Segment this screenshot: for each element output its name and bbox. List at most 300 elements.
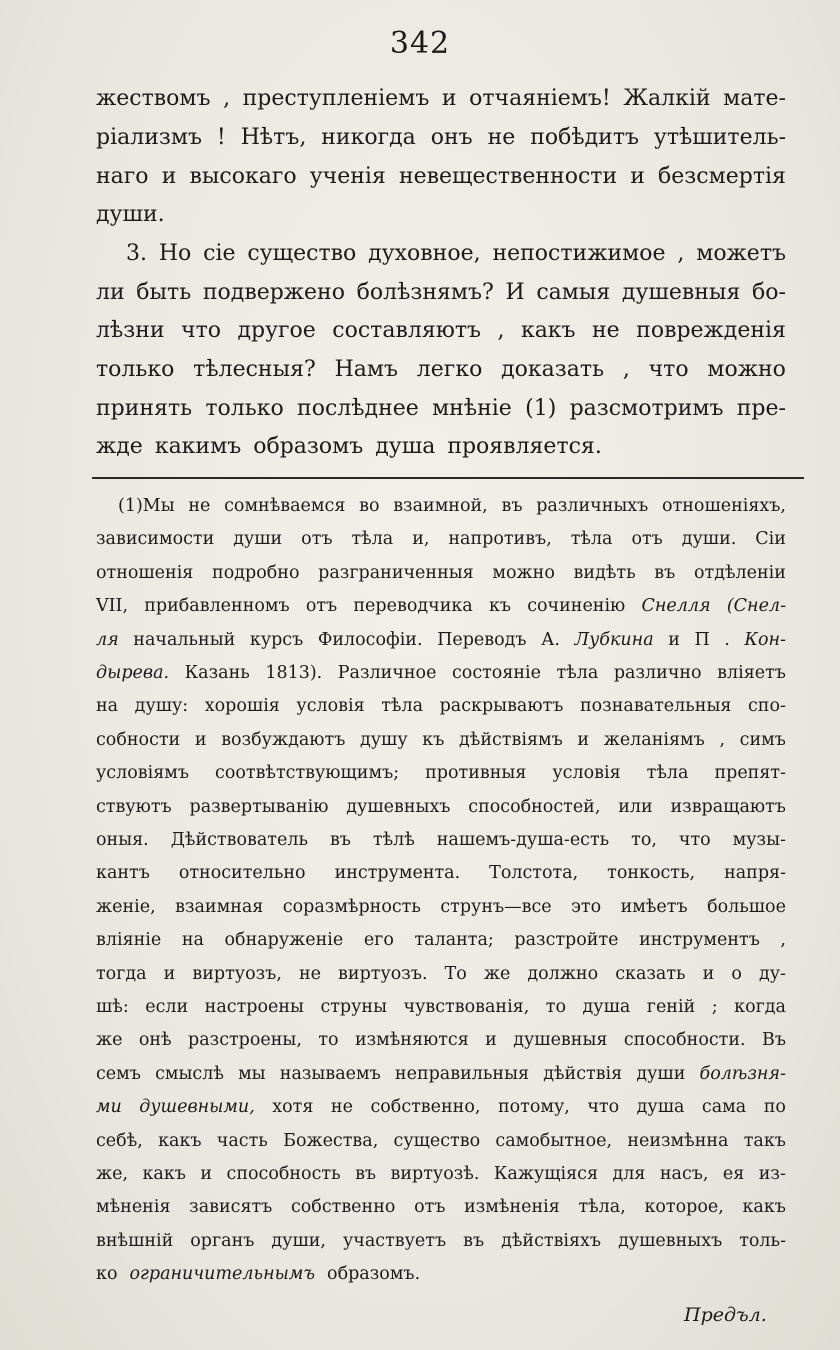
- word: душевныя: [621, 280, 741, 305]
- word: душевныхъ: [618, 1230, 723, 1251]
- word: и,: [412, 529, 430, 550]
- word: ля: [96, 629, 119, 650]
- word: непостижимое: [492, 241, 666, 266]
- word: самобытное,: [495, 1130, 613, 1151]
- word: называемъ: [279, 1063, 381, 1084]
- word: зависимости: [96, 529, 215, 550]
- word: дѣйствія: [543, 1063, 623, 1084]
- word: то,: [631, 830, 657, 850]
- word: душу: [359, 729, 408, 750]
- word: душевныхъ: [346, 796, 451, 817]
- footnote-line: [96, 930, 786, 950]
- footnote-line: [96, 1231, 786, 1251]
- word: въ: [654, 562, 676, 583]
- word: утѣшитель-: [653, 125, 786, 150]
- word: Въ: [762, 1030, 786, 1051]
- word: на: [181, 930, 204, 951]
- word: инструментъ: [639, 930, 760, 951]
- word: тѣлѣ: [372, 830, 415, 850]
- word: препят-: [714, 763, 786, 784]
- word: насъ,: [659, 1164, 709, 1184]
- word: и: [163, 963, 176, 984]
- text-line: [96, 86, 786, 111]
- word: преступленіемъ: [242, 86, 430, 111]
- word: струнъ—все: [440, 896, 552, 917]
- word: подвержено: [202, 280, 345, 305]
- word: ,: [223, 86, 231, 111]
- footnote-line: [96, 730, 786, 750]
- word: инструмента.: [334, 863, 461, 884]
- word: !: [216, 125, 226, 150]
- word: кантъ: [96, 863, 150, 884]
- word: оныя.: [96, 830, 149, 850]
- word: что: [587, 1097, 620, 1118]
- word: ствуютъ: [96, 796, 172, 817]
- word: разстроены,: [188, 1030, 302, 1051]
- word: (1)Мы: [118, 496, 175, 516]
- text-line: [96, 357, 786, 382]
- footnote-line: [96, 696, 786, 716]
- word: обнаруженіе: [224, 930, 344, 951]
- page-number: 342: [389, 26, 451, 61]
- word: тѣла: [570, 529, 613, 550]
- word: Божества,: [283, 1130, 379, 1151]
- text-line: [96, 125, 786, 150]
- word: сказать: [615, 963, 686, 984]
- footnote-line: [96, 997, 786, 1017]
- word: П: [694, 629, 710, 650]
- word: душа: [375, 434, 436, 459]
- word: такъ: [743, 1130, 786, 1151]
- word: взаимной,: [393, 496, 488, 516]
- word: отъ: [414, 1197, 446, 1218]
- word: извращаютъ: [670, 796, 786, 817]
- word: А.: [541, 629, 560, 650]
- word: виртуозъ.: [338, 963, 428, 984]
- word: ,: [622, 357, 630, 382]
- word: соразмѣрность: [282, 896, 421, 917]
- word: семъ: [96, 1063, 141, 1084]
- word: только: [96, 357, 175, 382]
- word: дѣйствіямъ: [459, 729, 563, 750]
- word: шѣ:: [96, 997, 129, 1017]
- word: невещественности: [398, 164, 618, 189]
- word: взаимная: [175, 896, 264, 917]
- footnote-line: [96, 863, 786, 883]
- word: зависятъ: [189, 1197, 273, 1218]
- word: что: [181, 318, 221, 343]
- word: способность: [226, 1164, 341, 1184]
- word: Переводъ: [437, 629, 527, 650]
- word: болѣзня-: [699, 1063, 786, 1084]
- word: онѣ: [138, 1030, 172, 1051]
- word: же,: [96, 1164, 129, 1184]
- footnote-line: [96, 1097, 786, 1117]
- word: образомъ: [253, 434, 364, 459]
- word: ,: [780, 930, 786, 951]
- word: души.: [681, 529, 737, 550]
- word: и: [630, 164, 645, 189]
- word: мате-: [723, 86, 786, 111]
- word: дѣйствіяхъ: [501, 1230, 602, 1251]
- word: и: [668, 629, 680, 650]
- word: высокаго: [189, 164, 297, 189]
- word: Кон-: [744, 629, 786, 650]
- word: отношенія: [96, 562, 194, 583]
- word: неизмѣнна: [627, 1130, 729, 1151]
- word: женіе,: [96, 896, 156, 917]
- word: участвуетъ: [342, 1230, 447, 1251]
- word: дырева.: [96, 663, 170, 683]
- word: курсъ: [249, 629, 304, 650]
- word: способностей,: [468, 796, 601, 817]
- word: то: [545, 997, 566, 1017]
- word: то: [318, 1030, 339, 1051]
- word: доказать: [501, 357, 605, 382]
- word: принять: [96, 396, 193, 421]
- word: легко: [416, 357, 483, 382]
- word: и: [702, 963, 715, 984]
- footnote-line: [96, 763, 786, 783]
- word: же: [96, 1030, 123, 1051]
- word: часть: [216, 1130, 268, 1151]
- word: из-: [758, 1164, 786, 1184]
- word: къ: [422, 729, 445, 750]
- word: же: [483, 963, 511, 984]
- footnote-line: [96, 830, 786, 850]
- word: души: [233, 529, 283, 550]
- footnote-line: [96, 529, 786, 549]
- word: измѣненія: [464, 1197, 560, 1218]
- word: какъ: [742, 1197, 786, 1218]
- word: болѣзнямъ?: [356, 280, 494, 305]
- word: Сіи: [755, 529, 786, 550]
- word: условіямъ: [96, 763, 189, 784]
- word: измѣняются: [354, 1030, 469, 1051]
- footnote-line: [96, 1131, 786, 1151]
- word: геній: [646, 997, 696, 1017]
- word: познавательныя: [579, 696, 732, 717]
- word: пре-: [736, 396, 786, 421]
- word: способности.: [623, 1030, 746, 1051]
- word: сомнѣваемся: [224, 496, 346, 516]
- word: душевными,: [139, 1097, 255, 1118]
- word: ми: [96, 1097, 122, 1118]
- word: Кажущіяся: [493, 1164, 598, 1184]
- word: души,: [271, 1230, 326, 1251]
- word: что: [678, 830, 711, 850]
- word: Нѣтъ,: [240, 125, 307, 150]
- word: въ: [329, 830, 351, 850]
- word: различныхъ: [536, 496, 649, 516]
- footnote-line: [96, 663, 786, 683]
- footnote-line: [96, 596, 786, 616]
- footnote-line: [96, 1197, 786, 1217]
- word: собственно,: [370, 1097, 481, 1118]
- word: симъ: [739, 729, 786, 750]
- word: ,: [497, 318, 505, 343]
- word: отъ: [305, 596, 338, 617]
- word: его: [363, 930, 394, 951]
- word: можно: [707, 357, 786, 382]
- footnote-line: [96, 1264, 786, 1284]
- signature: Предъл.: [684, 1304, 767, 1326]
- word: должно: [527, 963, 599, 984]
- word: быть: [136, 280, 192, 305]
- text-line: [96, 434, 786, 459]
- word: желаніямъ: [603, 729, 705, 750]
- word: лѣзни: [96, 318, 165, 343]
- word: тонкость,: [607, 863, 696, 884]
- word: и: [485, 1030, 497, 1051]
- word: и: [200, 1164, 213, 1184]
- word: органъ: [190, 1230, 255, 1251]
- word: о: [731, 963, 742, 984]
- word: и: [161, 164, 177, 189]
- word: жде: [96, 434, 143, 459]
- word: не: [188, 496, 211, 516]
- footnote-line: [96, 1164, 786, 1184]
- footnote-line: [96, 897, 786, 917]
- word: душу:: [134, 696, 189, 717]
- word: если: [145, 997, 189, 1017]
- word: сочиненію: [527, 596, 626, 617]
- word: по: [763, 1097, 786, 1118]
- word: ея: [722, 1164, 745, 1184]
- text-line: [96, 318, 786, 343]
- word: ;: [711, 997, 718, 1017]
- word: чувствованія,: [403, 997, 530, 1017]
- word: 1813).: [265, 663, 323, 683]
- word: Но: [158, 241, 192, 266]
- word: Жалкій: [623, 86, 711, 111]
- word: VII,: [96, 596, 129, 617]
- word: соотвѣтствующимъ;: [215, 763, 400, 784]
- word: другое: [237, 318, 316, 343]
- word: виртуозѣ.: [390, 1164, 480, 1184]
- word: отношеніяхъ,: [662, 496, 786, 516]
- word: онъ: [430, 125, 473, 150]
- word: душевныя: [513, 1030, 608, 1051]
- word: настроены: [204, 997, 304, 1017]
- word: условія: [296, 696, 365, 717]
- footnote-divider: [92, 477, 804, 479]
- word: духовное,: [368, 241, 481, 266]
- word: ду-: [758, 963, 786, 984]
- word: большое: [707, 896, 786, 917]
- word: напря-: [724, 863, 786, 884]
- word: (1): [525, 396, 557, 421]
- word: Толстота,: [489, 863, 579, 884]
- word: для: [612, 1164, 646, 1184]
- word: и: [194, 729, 207, 750]
- word: толь-: [739, 1230, 786, 1251]
- word: сіе: [203, 241, 236, 266]
- word: тѣлесныя?: [193, 357, 316, 382]
- footnote-line: [96, 797, 786, 817]
- word: тѣла: [351, 529, 394, 550]
- word: не: [592, 318, 620, 343]
- word: неправильныя: [394, 1063, 530, 1084]
- word: ко: [96, 1264, 118, 1285]
- word: жествомъ: [96, 86, 211, 111]
- word: Философіи.: [317, 629, 423, 650]
- word: ограничительнымъ: [129, 1264, 316, 1285]
- word: (Снел-: [726, 596, 786, 617]
- word: сама: [701, 1097, 747, 1118]
- word: напротивъ,: [448, 529, 552, 550]
- word: образомъ.: [327, 1264, 421, 1285]
- word: или: [618, 796, 653, 817]
- word: вліяніе: [96, 930, 162, 951]
- word: И: [505, 280, 525, 305]
- word: нашемъ-душа-есть: [436, 830, 610, 850]
- text-line: [126, 241, 786, 266]
- word: ,: [677, 241, 685, 266]
- word: въ: [355, 1164, 377, 1184]
- word: мѣненія: [96, 1197, 171, 1218]
- word: хотя: [272, 1097, 314, 1118]
- word: души.: [96, 202, 165, 227]
- word: и: [577, 729, 590, 750]
- word: Казань: [184, 663, 250, 683]
- word: тѣла: [556, 663, 599, 683]
- word: мнѣніе: [432, 396, 512, 421]
- footnote-line: [118, 496, 786, 516]
- word: внѣшній: [96, 1230, 174, 1251]
- word: что: [648, 357, 689, 382]
- word: хорошія: [204, 696, 280, 717]
- word: можно: [492, 562, 555, 583]
- word: души: [636, 1063, 686, 1084]
- footnote-line: [96, 1064, 786, 1084]
- word: переводчика: [353, 596, 473, 617]
- word: только: [205, 396, 284, 421]
- word: бо-: [751, 280, 786, 305]
- word: противныя: [425, 763, 527, 784]
- word: возбуждаютъ: [221, 729, 346, 750]
- word: собственно: [290, 1197, 396, 1218]
- word: Снелля: [641, 596, 711, 617]
- word: струны: [320, 997, 388, 1017]
- word: относительно: [178, 863, 306, 884]
- word: душа: [582, 997, 631, 1017]
- word: таланта;: [414, 930, 494, 951]
- word: Различное: [337, 663, 437, 683]
- text-line: [96, 280, 786, 305]
- word: существо: [393, 1130, 481, 1151]
- word: душа: [636, 1097, 685, 1118]
- word: смыслѣ: [155, 1063, 224, 1084]
- word: вліяетъ: [717, 663, 786, 683]
- text-line: [96, 164, 786, 189]
- word: какъ: [142, 1164, 186, 1184]
- word: тѣла: [381, 696, 424, 717]
- footnote-line: [96, 630, 786, 650]
- word: не: [487, 125, 516, 150]
- word: наго: [96, 164, 149, 189]
- word: безсмертія: [658, 164, 786, 189]
- word: разграниченныя: [318, 562, 474, 583]
- word: отдѣленіи: [693, 562, 786, 583]
- word: имѣетъ: [620, 896, 688, 917]
- text-line: [96, 396, 786, 421]
- word: 3.: [126, 241, 147, 266]
- word: раскрываютъ: [439, 696, 564, 717]
- word: тѣла,: [578, 1197, 626, 1218]
- word: собности: [96, 729, 181, 750]
- word: когда: [734, 997, 786, 1017]
- word: никогда: [321, 125, 416, 150]
- word: во: [359, 496, 380, 516]
- footnote-line: [96, 964, 786, 984]
- word: подробно: [212, 562, 300, 583]
- word: разсмотримъ: [569, 396, 724, 421]
- word: потому,: [497, 1097, 570, 1118]
- word: какъ: [158, 1130, 202, 1151]
- word: проявляется.: [447, 434, 602, 459]
- word: составляютъ: [332, 318, 482, 343]
- word: тогда: [96, 963, 147, 984]
- word: не: [330, 1097, 353, 1118]
- word: поврежденія: [636, 318, 786, 343]
- word: можетъ: [696, 241, 786, 266]
- word: виртуозъ,: [192, 963, 282, 984]
- word: музы-: [732, 830, 786, 850]
- word: къ: [488, 596, 512, 617]
- word: То: [444, 963, 467, 984]
- footnote-line: [96, 563, 786, 583]
- word: побѣдитъ: [530, 125, 639, 150]
- word: какимъ: [154, 434, 242, 459]
- word: Лубкина: [574, 629, 654, 650]
- word: которое,: [644, 1197, 724, 1218]
- word: въ: [501, 496, 523, 516]
- word: существо: [247, 241, 357, 266]
- word: развертыванію: [189, 796, 329, 817]
- word: и: [441, 86, 457, 111]
- word: условія: [552, 763, 621, 784]
- word: прибавленномъ: [144, 596, 290, 617]
- footnote-line: [96, 1030, 786, 1050]
- word: Намъ: [334, 357, 398, 382]
- word: ріализмъ: [96, 125, 202, 150]
- word: спо-: [748, 696, 786, 717]
- word: Дѣйствователь: [170, 830, 308, 850]
- word: отъ: [301, 529, 333, 550]
- word: состояніе: [451, 663, 541, 683]
- word: ли: [96, 280, 125, 305]
- word: тѣла: [646, 763, 689, 784]
- word: видѣть: [573, 562, 636, 583]
- word: самыя: [536, 280, 611, 305]
- word: отъ: [631, 529, 663, 550]
- word: начальный: [133, 629, 236, 650]
- word: ,: [719, 729, 726, 750]
- word: какъ: [520, 318, 576, 343]
- word: не: [298, 963, 321, 984]
- word: это: [571, 896, 602, 917]
- word: .: [724, 629, 730, 650]
- word: ученія: [309, 164, 386, 189]
- word: мы: [238, 1063, 266, 1084]
- word: отчаяніемъ!: [469, 86, 611, 111]
- word: разстройте: [514, 930, 619, 951]
- word: на: [96, 696, 119, 717]
- word: въ: [463, 1230, 485, 1251]
- text-line: [96, 202, 786, 227]
- word: послѣднее: [297, 396, 419, 421]
